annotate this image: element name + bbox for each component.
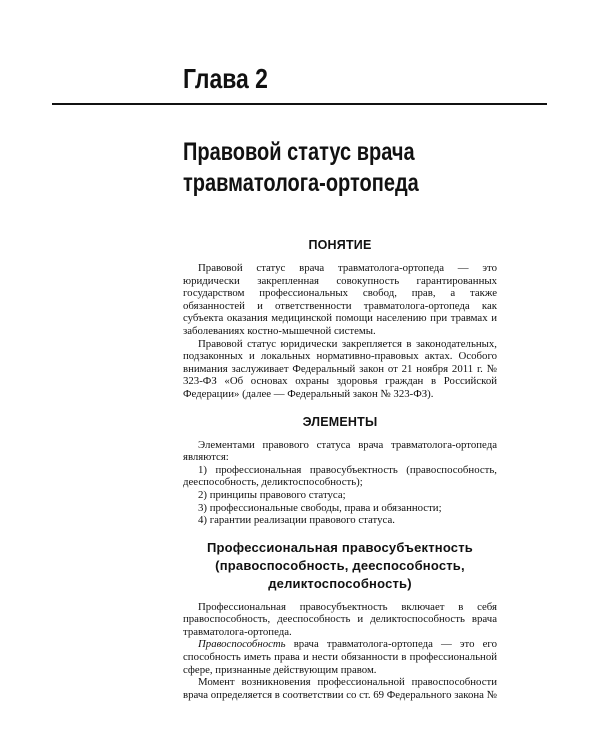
chapter-rule [52,103,547,105]
legal-personality-paragraph-1: Профессиональная правосубъектность включает в себя правоспособность, дееспособность и деликтоспособность врача травматолога-ортопеда. [183,600,497,638]
legal-capacity-definition: врача травматолога-ортопеда — это его способность иметь права и нести обязанности в профессиональной сфере, признанные действующим правом. [183,638,497,676]
chapter-label: Глава 2 [183,63,268,94]
elements-list-item: 3) профессиональные свободы, права и обязанности; [198,501,442,514]
chapter-title [183,137,419,199]
legal-personality-paragraph-3: Момент возникновения профессиональной правоспособности врача определяется в соответствии со ст. 69 Федерального закона № [183,676,497,701]
elements-intro: Элементами правового статуса врача травматолога-ортопеда являются: [183,438,497,464]
section-heading-elements: ЭЛЕМЕНТЫ [302,414,378,429]
legal-personality-heading-line-3: деликтоспособность) [268,575,412,591]
elements-list-item: 4) гарантии реализации правового статуса. [198,514,395,527]
legal-personality-heading-line-1: Профессиональная правосубъектность [206,539,473,555]
concept-paragraph-2: Правовой статус юридически закрепляется в законодательных, подзаконных и локальных нормативно-правовых актах. Особого внимания заслуживает Федеральный закон от 21 ноября 2011 г. № 323-ФЗ «Об основах охраны здоровья граждан в Российской Федерации» (далее — Федеральный закон № 323-ФЗ). [183,337,497,400]
term-legal-capacity: Правоспособность [198,638,286,651]
concept-paragraph-1: Правовой статус врача травматолога-ортопеда — это юридически закрепленная совокупность гарантированных государством профессиональных свобод, прав, а также обязанностей и ответственности травматолога-ортопеда как субъекта оказания медицинской помощи населению при травмах и заболеваниях костно-мышечной системы. [183,262,497,337]
legal-personality-heading-line-2: (правоспособность, дееспособность, [215,557,465,573]
section-heading-concept: ПОНЯТИЕ [308,238,372,252]
chapter-body [183,236,497,701]
chapter-title-line-1: Правовой статус врача [183,138,415,166]
legal-personality-paragraph-2 [183,638,497,676]
chapter-title-line-2: травматолога-ортопеда [183,169,419,197]
elements-list-item: 2) принципы правового статуса; [198,488,346,501]
elements-list-item: 1) профессиональная правосубъектность (правоспособность, дееспособность, деликтоспособность); [183,463,497,489]
section-heading-legal-personality [183,539,497,593]
